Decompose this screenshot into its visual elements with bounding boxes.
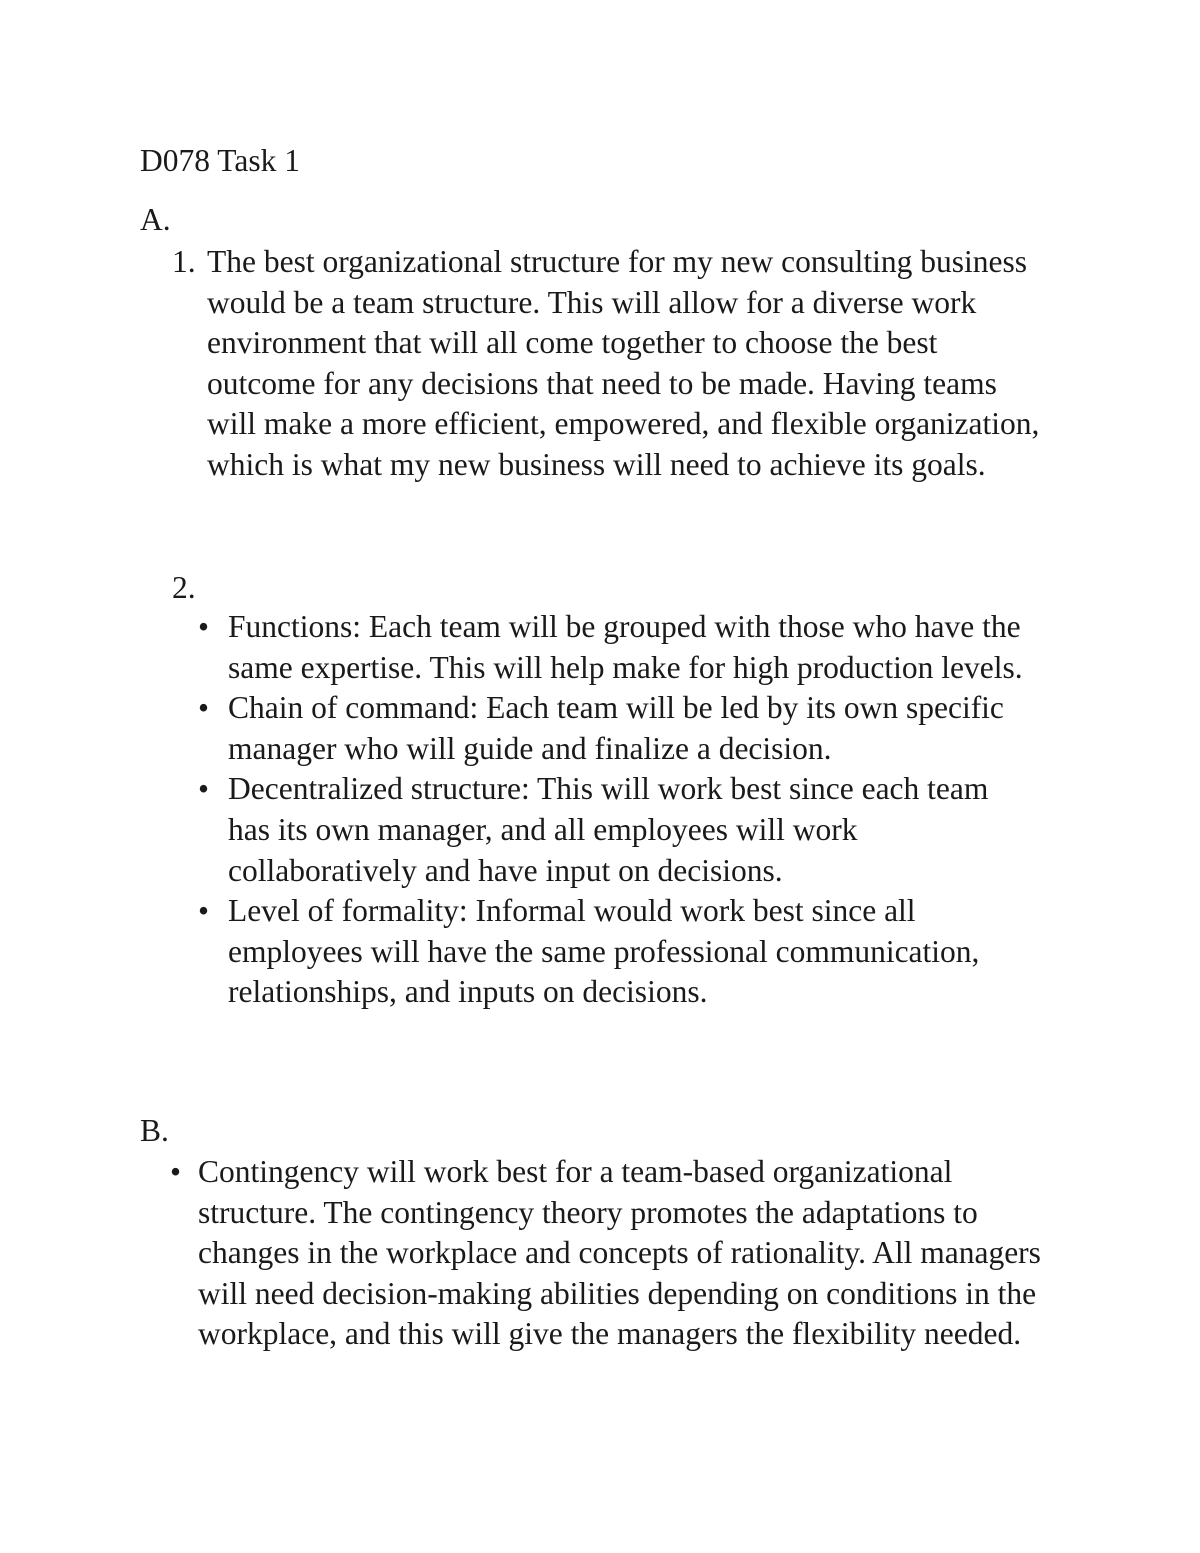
list-item — [198, 607, 1028, 688]
bullet-marker: • — [170, 1154, 182, 1189]
bullet-marker: • — [198, 690, 210, 726]
item-2-number: 2. — [172, 570, 196, 605]
bullet-marker: • — [198, 771, 210, 807]
section-a-label: A. — [140, 202, 171, 237]
bullet-marker: • — [198, 893, 210, 929]
section-a-item-1 — [172, 242, 1052, 486]
bullet-text: Chain of command: Each team will be led by its own specific manager who will guide and finalize a decision. — [228, 690, 1004, 766]
list-item — [198, 769, 1028, 891]
section-b-label: B. — [140, 1113, 169, 1148]
document-title: D078 Task 1 — [140, 143, 300, 178]
bullet-text: Decentralized structure: This will work best since each team has its own manager, and all employees will work collaboratively and have input on decisions. — [228, 771, 989, 888]
list-item — [170, 1152, 1060, 1355]
item-1-text: The best organizational structure for my new consulting business would be a team structure. This will allow for a diverse work environment that will all come together to choose the best outcome for any decisions that need to be made. Having teams will make a more efficient, empowered, and flexible organization, which is what my new business will need to achieve its goals. — [207, 244, 1040, 482]
list-item — [198, 688, 1028, 769]
bullet-text: Level of formality: Informal would work best since all employees will have the same professional communication, relationships, and inputs on decisions. — [228, 893, 980, 1010]
bullet-text: Functions: Each team will be grouped with those who have the same expertise. This will help make for high production levels. — [228, 609, 1023, 685]
item-1-number: 1. — [172, 244, 196, 279]
section-b-bullet-list — [170, 1152, 1060, 1355]
list-item — [198, 891, 1028, 1013]
section-a-item-2-bullet-list — [198, 607, 1028, 1013]
bullet-marker: • — [198, 609, 210, 644]
bullet-text: Contingency will work best for a team-based organizational structure. The contingency theory promotes the adaptations to changes in the workplace and concepts of rationality. All managers will need decision-making abilities depending on conditions in the workplace, and this will give the managers the flexibility needed. — [198, 1154, 1041, 1352]
